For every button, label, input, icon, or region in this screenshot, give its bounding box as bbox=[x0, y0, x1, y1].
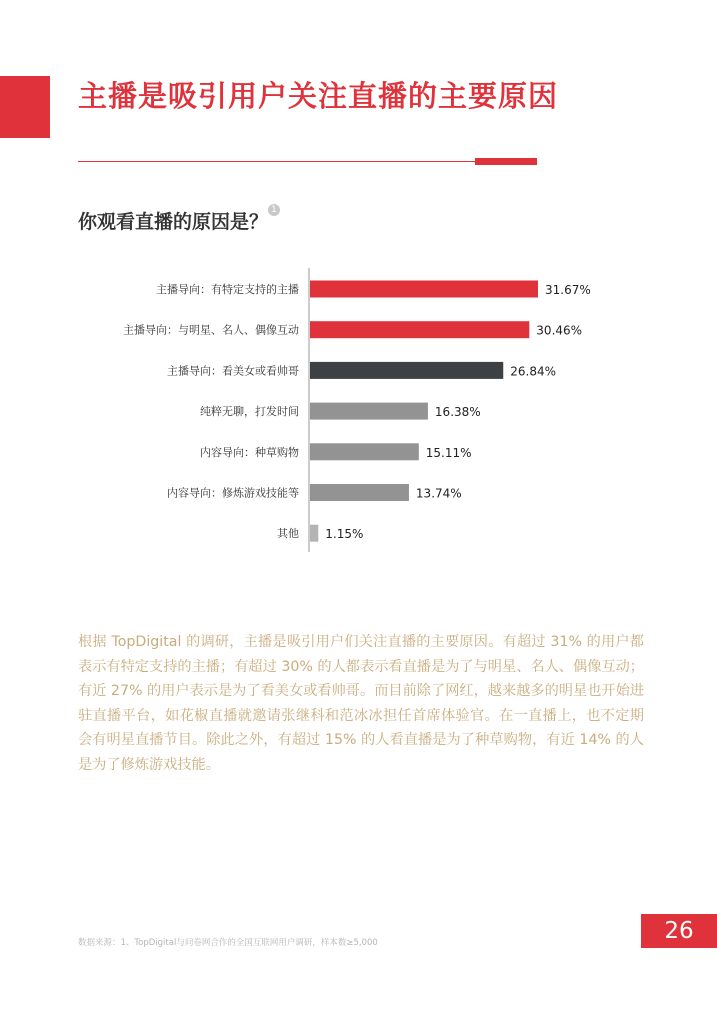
bar bbox=[310, 362, 503, 379]
value-label: 15.11% bbox=[425, 445, 472, 460]
value-label: 31.67% bbox=[545, 283, 591, 297]
body-paragraph: 根据 TopDigital 的调研，主播是吸引用户们关注直播的主要原因。有超过 31% 的用户都表示有特定支持的主播；有超过 30% 的人都表示看直播是为了与明星、名人、偶像互动；有近 27% 的用户表示是为了看美女或看帅哥。而目前除了网红，越来越多的明星也开始进驻直播平台，如花椒直播就邀请张继科和范冰冰担任首席体验官。在一直播上，也不定期会有明星直播节目。除此之外，有超过 15% 的人看直播是为了种草购物，有近 14% 的人是为了修炼游戏技能。 bbox=[78, 634, 644, 773]
title-underline bbox=[78, 161, 475, 162]
category-label: 主播导向：有特定支持的主播 bbox=[156, 283, 299, 296]
page-number: 26 bbox=[641, 914, 717, 948]
category-label: 纯粹无聊，打发时间 bbox=[200, 405, 299, 419]
title-underline-accent bbox=[475, 158, 537, 165]
bar bbox=[310, 525, 318, 542]
category-label: 内容导向：种草购物 bbox=[200, 445, 299, 459]
value-label: 16.38% bbox=[434, 405, 481, 420]
value-label: 26.84% bbox=[510, 364, 557, 379]
value-label: 13.74% bbox=[415, 486, 462, 501]
bar-chart bbox=[0, 260, 717, 560]
bar bbox=[310, 403, 428, 420]
value-label: 1.15% bbox=[325, 527, 364, 542]
bar bbox=[310, 321, 529, 338]
category-label: 主播导向：与明星、名人、偶像互动 bbox=[123, 323, 299, 337]
page-title: 主播是吸引用户关注直播的主要原因 bbox=[78, 79, 559, 113]
category-label: 其他 bbox=[277, 527, 299, 541]
bar bbox=[310, 281, 538, 298]
bar bbox=[310, 443, 419, 460]
category-label: 内容导向：修炼游戏技能等 bbox=[167, 486, 299, 500]
category-label: 主播导向：看美女或看帅哥 bbox=[167, 364, 299, 378]
bar bbox=[310, 484, 409, 501]
value-label: 30.46% bbox=[536, 323, 583, 338]
data-source-note: 数据来源：1、TopDigital与问卷网合作的全国互联网用户调研，样本数≥5,000 bbox=[78, 938, 378, 948]
footnote-marker: 1 bbox=[268, 204, 280, 216]
title-accent-block bbox=[0, 76, 50, 138]
chart-title: 你观看直播的原因是？ bbox=[78, 211, 269, 233]
